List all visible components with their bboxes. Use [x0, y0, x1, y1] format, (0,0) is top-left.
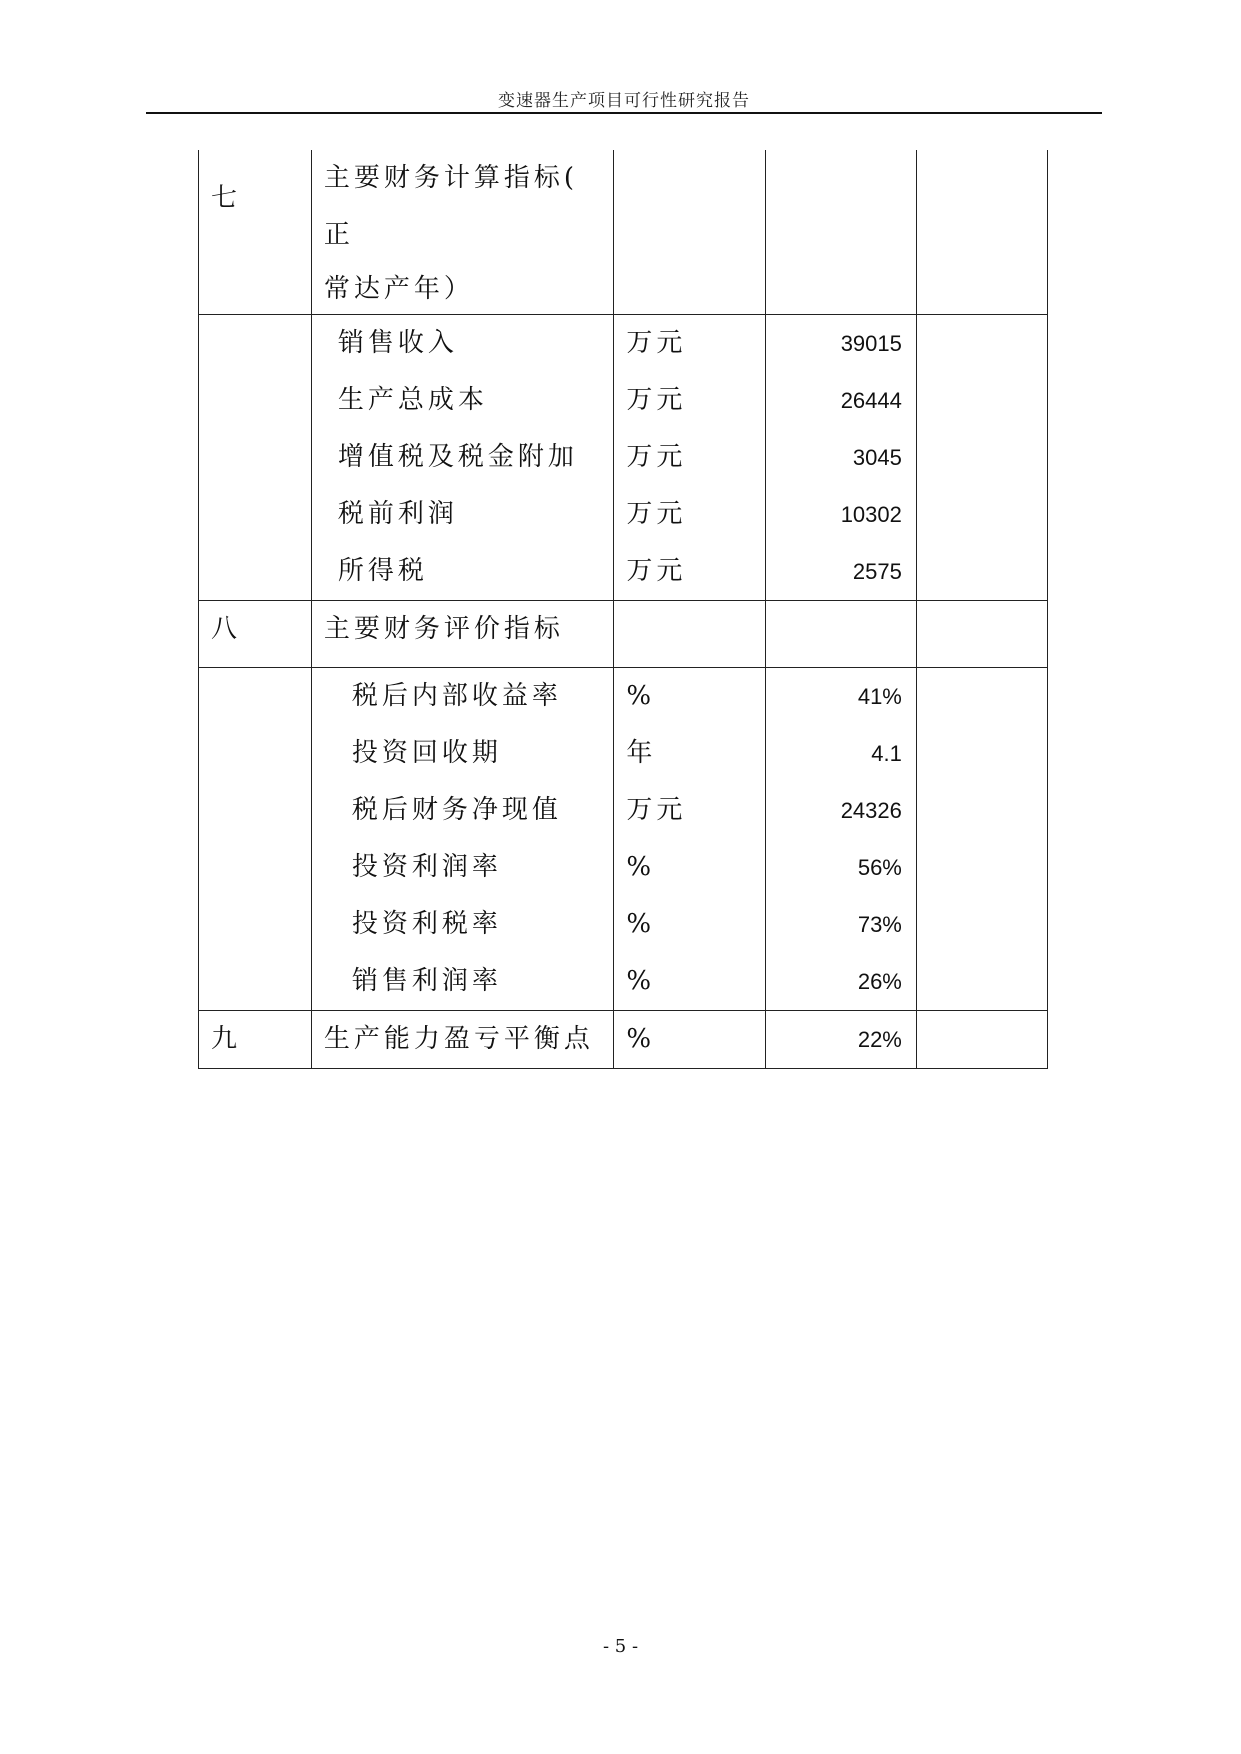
- item-value: 3045: [852, 445, 902, 470]
- item-value: 2575: [852, 559, 902, 584]
- section-7-items-note-cell: [916, 315, 1047, 601]
- section-8-items-name-cell: [311, 668, 613, 1011]
- section-8-number: 八: [211, 614, 238, 644]
- header-divider: [146, 112, 1102, 114]
- section-9-number: 九: [211, 1024, 238, 1054]
- section-8-number-cell: [199, 601, 312, 668]
- item-unit: %: [626, 852, 656, 882]
- section-8-items-value-cell: [765, 668, 916, 1011]
- section-7-title-line2: 常达产年）: [323, 274, 474, 304]
- section-7-items-unit-cell: [614, 315, 765, 601]
- section-7-items-name-cell: [311, 315, 613, 601]
- item-name: 投资利税率: [351, 909, 502, 939]
- section-9-unit-cell: [614, 1011, 765, 1069]
- item-unit: %: [626, 966, 656, 996]
- item-name: 销售利润率: [351, 966, 502, 996]
- section-8-items-note-cell: [916, 668, 1047, 1011]
- table-row-section-8: [199, 601, 1048, 668]
- item-unit: %: [626, 909, 656, 939]
- section-9-title: 生产能力盈亏平衡点: [323, 1024, 594, 1054]
- item-value: 26%: [857, 969, 902, 994]
- section-7-unit-cell: [614, 150, 765, 315]
- section-7-items-number-cell: [199, 315, 312, 601]
- table-row-section-7: [199, 150, 1048, 315]
- section-9-value-cell: [765, 1011, 916, 1069]
- item-unit: 万元: [626, 795, 687, 825]
- section-8-items-number-cell: [199, 668, 312, 1011]
- item-unit: 年: [626, 738, 657, 768]
- table-row-section-8-items: [199, 668, 1048, 1011]
- item-value: 39015: [840, 331, 902, 356]
- item-unit: 万元: [626, 328, 687, 358]
- item-name: 所得税: [337, 556, 428, 586]
- item-value: 73%: [857, 912, 902, 937]
- section-8-note-cell: [916, 601, 1047, 668]
- section-8-unit-cell: [614, 601, 765, 668]
- item-name: 税后财务净现值: [351, 795, 562, 825]
- section-9-unit: %: [626, 1024, 656, 1054]
- page-number: - 5 -: [602, 1636, 639, 1657]
- section-9-value: 22%: [857, 1027, 902, 1052]
- section-9-title-cell: [311, 1011, 613, 1069]
- section-7-value-cell: [765, 150, 916, 315]
- section-7-title-line1: 主要财务计算指标( 正: [323, 163, 579, 250]
- item-name: 税后内部收益率: [351, 681, 562, 711]
- item-value: 24326: [840, 798, 902, 823]
- section-7-number-cell: [199, 150, 312, 315]
- page-header-title: 变速器生产项目可行性研究报告: [498, 91, 750, 111]
- item-value: 10302: [840, 502, 902, 527]
- section-7-title-cell: [311, 150, 613, 315]
- item-name: 投资回收期: [351, 738, 502, 768]
- item-value: 56%: [857, 855, 902, 880]
- item-name: 增值税及税金附加: [337, 442, 578, 472]
- section-8-title-cell: [311, 601, 613, 668]
- section-7-note-cell: [916, 150, 1047, 315]
- section-8-value-cell: [765, 601, 916, 668]
- section-7-number: 七: [211, 183, 238, 213]
- section-8-title: 主要财务评价指标: [323, 614, 564, 644]
- item-unit: %: [626, 681, 656, 711]
- item-unit: 万元: [626, 385, 687, 415]
- section-9-note-cell: [916, 1011, 1047, 1069]
- financial-indicators-table: [198, 150, 1048, 1069]
- section-9-number-cell: [199, 1011, 312, 1069]
- item-value: 41%: [857, 684, 902, 709]
- item-name: 税前利润: [337, 499, 458, 529]
- item-name: 投资利润率: [351, 852, 502, 882]
- item-value: 26444: [840, 388, 902, 413]
- item-unit: 万元: [626, 442, 687, 472]
- item-name: 生产总成本: [337, 385, 488, 415]
- table-row-section-7-items: [199, 315, 1048, 601]
- item-unit: 万元: [626, 556, 687, 586]
- item-name: 销售收入: [337, 328, 458, 358]
- item-value: 4.1: [871, 741, 902, 766]
- table-row-section-9: [199, 1011, 1048, 1069]
- item-unit: 万元: [626, 499, 687, 529]
- section-8-items-unit-cell: [614, 668, 765, 1011]
- section-7-items-value-cell: [765, 315, 916, 601]
